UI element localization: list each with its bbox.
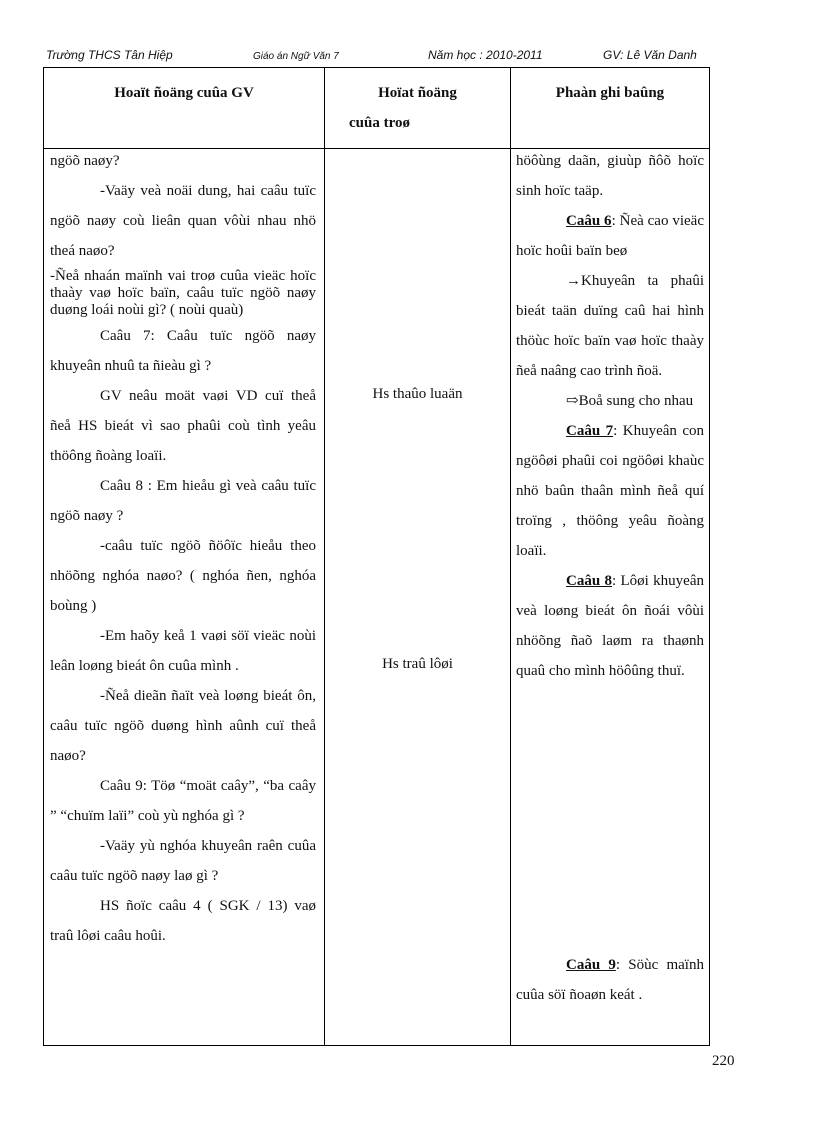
board-label: Caâu 8 (566, 573, 613, 589)
header-teacher: GV: Lê Văn Danh (603, 48, 697, 62)
outline-arrow-icon: ⇨ (566, 393, 579, 409)
page-number: 220 (712, 1053, 735, 1069)
teacher-text: HS ñoïc caâu 4 ( SGK / 13) vaø traû lôøi caâu hoûi. (50, 898, 316, 944)
teacher-text: Caâu 9: Töø “moät caây”, “ba caây ” “chuïm laïi” coù yù nghóa gì ? (50, 778, 316, 824)
column-header-teacher: Hoaït ñoäng cuûa GV (114, 85, 254, 101)
board-item-cau-6 (516, 206, 704, 266)
teacher-text: -Vaäy veà noäi dung, hai caâu tuïc ngöõ naøy coù lieân quan vôùi nhau nhö theá naøo? (50, 183, 316, 259)
teacher-activities (50, 146, 316, 951)
teacher-text: -Ñeå nhaán maïnh vai troø cuûa vieäc hoïc thaày vaø hoïc baïn, caâu tuïc ngöõ naøy duøng loái noùi gì? ( noùi quaù) (50, 268, 316, 318)
column-header-student-line1: Hoïat ñoäng (378, 85, 457, 101)
header-document: Giáo án Ngữ Văn 7 (253, 51, 339, 62)
student-activity-discuss: Hs thaûo luaän (372, 386, 463, 402)
board-item-cau-8 (516, 566, 704, 686)
board-item-cau-9 (516, 950, 704, 1010)
board-text: : Khuyeân con ngöôøi phaûi coi ngöôøi khaùc nhö baûn thaân mình ñeå quí troïng , thöông yeâu ñoàng loaïi. (516, 423, 704, 559)
lesson-table (43, 68, 710, 1046)
board-text: : Lôøi khuyeân veà loøng bieát ôn ñoái vôùi nhöõng ñaõ laøm ra thaønh quaû cho mình höôûng thuï. (516, 573, 704, 679)
column-divider (324, 68, 325, 1045)
column-header-board: Phaàn ghi baûng (555, 85, 665, 101)
board-item-advice (516, 266, 704, 386)
board-text: : Ñeà cao vieäc hoïc hoûi baïn beø (516, 213, 704, 259)
board-text: : Söùc maïnh cuûa söï ñoaøn keát . (516, 957, 704, 1003)
teacher-text: Caâu 7: Caâu tuïc ngöõ naøy khuyeân nhuû ta ñieàu gì ? (50, 328, 316, 374)
teacher-text: -caâu tuïc ngöõ ñöôïc hieåu theo nhöõng nghóa naøo? ( nghóa ñen, nghóa boùng ) (50, 538, 316, 614)
board-item-cau-7 (516, 416, 704, 566)
board-label: Caâu 6 (566, 213, 612, 229)
board-label: Caâu 7 (566, 423, 614, 439)
board-item-supplement (516, 386, 704, 416)
board-text: Boå sung cho nhau (578, 393, 694, 409)
board-notes (516, 146, 704, 686)
teacher-text: GV neâu moät vaøi VD cuï theå ñeå HS bieát vì sao phaûi coù tình yeâu thöông ñoàng loaïi. (50, 388, 316, 464)
teacher-text: ngöõ naøy? (50, 153, 120, 169)
teacher-text: -Em haõy keå 1 vaøi söï vieäc noùi leân loøng bieát ôn cuûa mình . (50, 628, 316, 674)
column-header-student (325, 78, 510, 138)
column-divider (510, 68, 511, 1045)
student-activity-answer: Hs traû lôøi (382, 656, 453, 672)
teacher-text: -Vaäy yù nghóa khuyeân raên cuûa caâu tuïc ngöõ naøy laø gì ? (50, 838, 316, 884)
board-text: Khuyeân ta phaûi bieát taän duïng caû hai hình thöùc hoïc baïn vaø hoïc thaày ñeå naâng cao trình ñoä. (516, 273, 704, 379)
board-label: Caâu 9 (566, 957, 616, 973)
right-arrow-icon: → (566, 273, 581, 289)
teacher-text: Caâu 8 : Em hieåu gì veà caâu tuïc ngöõ naøy ? (50, 478, 316, 524)
column-header-student-line2: cuûa troø (349, 115, 410, 131)
header-school-year: Năm học : 2010-2011 (428, 48, 543, 62)
teacher-text: -Ñeå dieãn ñaït veà loøng bieát ôn, caâu tuïc ngöõ duøng hình aûnh cuï theå naøo? (50, 688, 316, 764)
header-school: Trường THCS Tân Hiệp (46, 48, 173, 62)
board-text: höôùng daãn, giuùp ñôõ hoïc sinh hoïc taäp. (516, 153, 704, 199)
